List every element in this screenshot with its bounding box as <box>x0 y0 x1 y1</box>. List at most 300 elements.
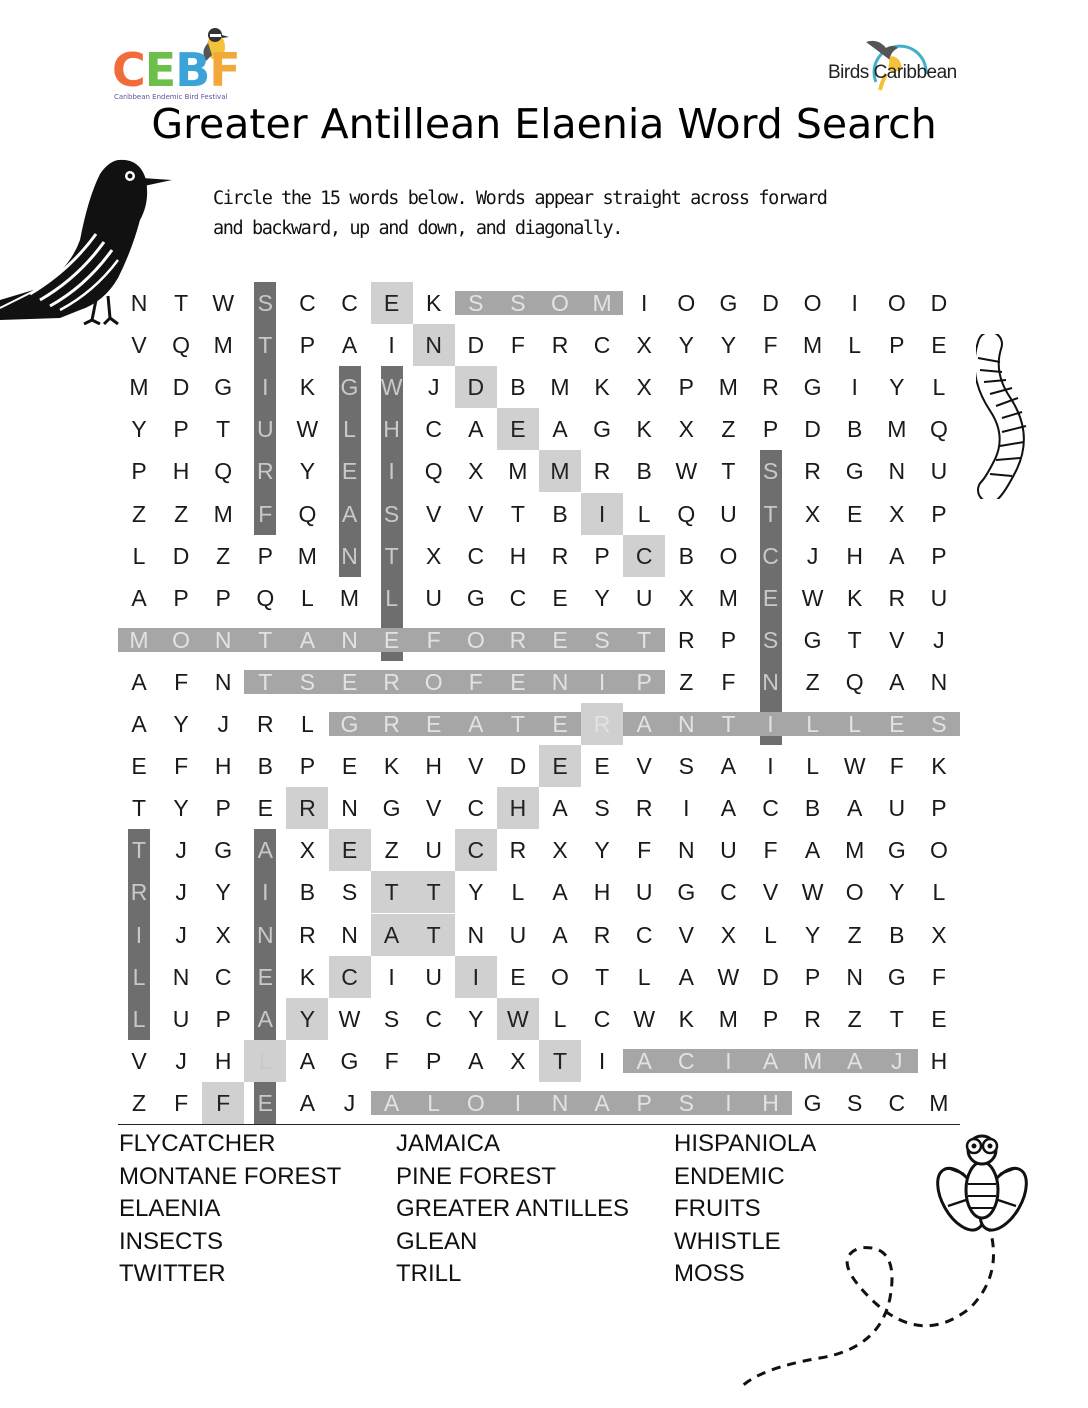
grid-letter[interactable]: A <box>341 500 358 527</box>
grid-letter[interactable]: H <box>593 879 611 906</box>
grid-letter[interactable]: B <box>552 500 568 527</box>
grid-letter[interactable]: T <box>384 879 399 906</box>
grid-letter[interactable]: J <box>427 374 440 401</box>
grid-letter[interactable]: X <box>426 542 442 569</box>
grid-letter[interactable]: S <box>341 879 358 906</box>
grid-letter[interactable]: R <box>804 1005 821 1032</box>
grid-letter[interactable]: Q <box>424 458 443 485</box>
grid-letter[interactable]: Y <box>889 879 905 906</box>
grid-letter[interactable]: R <box>256 711 274 737</box>
grid-letter[interactable]: H <box>762 1089 779 1116</box>
grid-letter[interactable]: F <box>174 1089 189 1116</box>
grid-letter[interactable]: C <box>888 1089 906 1116</box>
grid-letter[interactable]: J <box>343 1089 356 1116</box>
grid-letter[interactable]: J <box>175 921 187 948</box>
grid-letter[interactable]: W <box>633 1005 656 1032</box>
grid-letter[interactable]: X <box>720 921 737 948</box>
grid-letter[interactable]: P <box>257 542 273 569</box>
grid-letter[interactable]: J <box>806 542 819 569</box>
grid-letter[interactable]: K <box>299 963 316 990</box>
grid-letter[interactable]: C <box>341 963 358 990</box>
grid-letter[interactable]: M <box>592 290 612 316</box>
grid-letter[interactable]: W <box>675 458 698 485</box>
grid-letter[interactable]: X <box>889 500 905 527</box>
grid-letter[interactable]: D <box>467 374 485 401</box>
grid-letter[interactable]: A <box>889 668 905 695</box>
grid-letter[interactable]: O <box>929 837 948 864</box>
grid-letter[interactable]: I <box>262 879 269 906</box>
grid-letter[interactable]: V <box>426 795 442 822</box>
grid-letter[interactable]: Y <box>173 711 189 737</box>
grid-letter[interactable]: F <box>889 753 904 780</box>
grid-letter[interactable]: P <box>594 542 610 569</box>
grid-letter[interactable]: H <box>930 1047 948 1074</box>
grid-letter[interactable]: S <box>257 290 273 316</box>
grid-letter[interactable]: T <box>426 879 441 906</box>
grid-letter[interactable]: A <box>299 626 316 653</box>
grid-letter[interactable]: G <box>887 963 906 990</box>
grid-letter[interactable]: K <box>931 753 947 780</box>
grid-letter[interactable]: N <box>172 963 190 990</box>
grid-letter[interactable]: B <box>847 416 863 443</box>
grid-letter[interactable]: R <box>509 837 527 864</box>
grid-letter[interactable]: G <box>803 1089 822 1116</box>
grid-letter[interactable]: P <box>636 1089 652 1116</box>
grid-letter[interactable]: O <box>845 879 864 906</box>
grid-letter[interactable]: X <box>678 584 694 611</box>
grid-letter[interactable]: L <box>764 921 777 948</box>
grid-letter[interactable]: M <box>129 626 149 653</box>
grid-letter[interactable]: R <box>130 879 148 906</box>
grid-letter[interactable]: A <box>552 879 568 906</box>
grid-letter[interactable]: S <box>678 1089 694 1116</box>
grid-letter[interactable]: M <box>213 500 233 527</box>
grid-letter[interactable]: P <box>931 500 947 527</box>
grid-letter[interactable]: V <box>636 753 652 780</box>
grid-letter[interactable]: S <box>594 626 610 653</box>
grid-letter[interactable]: X <box>299 837 316 864</box>
grid-letter[interactable]: U <box>635 879 653 906</box>
grid-letter[interactable]: C <box>677 1047 695 1074</box>
grid-letter[interactable]: N <box>130 290 148 316</box>
grid-letter[interactable]: S <box>299 668 316 695</box>
grid-letter[interactable]: E <box>552 626 568 653</box>
grid-letter[interactable]: R <box>509 626 527 653</box>
grid-letter[interactable]: A <box>594 1089 610 1116</box>
grid-letter[interactable]: S <box>931 711 947 737</box>
grid-letter[interactable]: Y <box>678 332 694 359</box>
grid-letter[interactable]: Y <box>131 416 147 443</box>
grid-letter[interactable]: V <box>426 500 442 527</box>
grid-letter[interactable]: G <box>887 837 906 864</box>
grid-letter[interactable]: P <box>299 753 316 780</box>
grid-letter[interactable]: S <box>762 626 779 653</box>
grid-letter[interactable]: U <box>720 500 737 527</box>
grid-letter[interactable]: E <box>257 963 273 990</box>
grid-letter[interactable]: L <box>300 711 314 737</box>
grid-letter[interactable]: P <box>215 1005 231 1032</box>
grid-letter[interactable]: A <box>552 416 568 443</box>
grid-letter[interactable]: S <box>762 458 779 485</box>
grid-letter[interactable]: X <box>636 332 652 359</box>
grid-letter[interactable]: Y <box>173 795 189 822</box>
grid-letter[interactable]: O <box>551 290 569 316</box>
grid-letter[interactable]: P <box>636 668 652 695</box>
grid-letter[interactable]: S <box>594 795 610 822</box>
grid-letter[interactable]: A <box>847 1047 863 1074</box>
grid-letter[interactable]: O <box>803 290 822 316</box>
grid-letter[interactable]: L <box>132 963 146 990</box>
grid-letter[interactable]: Z <box>847 1005 862 1032</box>
grid-letter[interactable]: I <box>598 668 606 695</box>
grid-letter[interactable]: X <box>215 921 231 948</box>
grid-letter[interactable]: A <box>299 1089 316 1116</box>
grid-letter[interactable]: W <box>717 963 740 990</box>
grid-letter[interactable]: A <box>299 1047 316 1074</box>
grid-letter[interactable]: E <box>552 711 568 737</box>
grid-letter[interactable]: E <box>341 668 358 695</box>
grid-letter[interactable]: I <box>514 1089 522 1116</box>
grid-letter[interactable]: A <box>257 837 273 864</box>
grid-letter[interactable]: E <box>889 711 905 737</box>
grid-letter[interactable]: A <box>131 668 147 695</box>
grid-letter[interactable]: J <box>891 1047 903 1074</box>
grid-letter[interactable]: Y <box>468 879 484 906</box>
grid-letter[interactable]: L <box>258 1047 272 1074</box>
grid-letter[interactable]: A <box>720 753 737 780</box>
grid-letter[interactable]: F <box>931 963 946 990</box>
grid-letter[interactable]: N <box>930 668 948 695</box>
grid-letter[interactable]: F <box>637 837 652 864</box>
grid-letter[interactable]: P <box>931 795 947 822</box>
grid-letter[interactable]: D <box>172 374 190 401</box>
grid-letter[interactable]: I <box>388 332 395 359</box>
grid-letter[interactable]: N <box>762 668 779 695</box>
grid-letter[interactable]: L <box>385 584 398 611</box>
grid-letter[interactable]: L <box>932 374 946 401</box>
grid-letter[interactable]: C <box>214 963 232 990</box>
grid-letter[interactable]: P <box>215 584 231 611</box>
grid-letter[interactable]: O <box>551 963 569 990</box>
grid-letter[interactable]: U <box>635 584 653 611</box>
grid-letter[interactable]: C <box>593 1005 611 1032</box>
grid-letter[interactable]: T <box>131 795 147 822</box>
grid-letter[interactable]: G <box>719 290 738 316</box>
grid-letter[interactable]: X <box>636 374 652 401</box>
grid-letter[interactable]: U <box>425 584 442 611</box>
grid-letter[interactable]: I <box>598 1047 606 1074</box>
grid-letter[interactable]: R <box>299 921 316 948</box>
grid-letter[interactable]: R <box>551 542 569 569</box>
grid-letter[interactable]: Y <box>299 458 316 485</box>
grid-letter[interactable]: M <box>550 374 570 401</box>
grid-letter[interactable]: E <box>762 584 779 611</box>
grid-letter[interactable]: P <box>804 963 821 990</box>
grid-letter[interactable]: G <box>214 374 233 401</box>
grid-letter[interactable]: X <box>552 837 568 864</box>
grid-letter[interactable]: Z <box>131 1089 147 1116</box>
grid-letter[interactable]: I <box>851 290 858 316</box>
grid-letter[interactable]: C <box>593 332 611 359</box>
grid-letter[interactable]: E <box>341 458 358 485</box>
grid-letter[interactable]: M <box>297 542 317 569</box>
grid-letter[interactable]: I <box>767 753 774 780</box>
grid-letter[interactable]: H <box>425 753 442 780</box>
grid-letter[interactable]: L <box>848 711 862 737</box>
grid-letter[interactable]: T <box>174 290 189 316</box>
grid-letter[interactable]: N <box>341 542 358 569</box>
grid-letter[interactable]: E <box>257 795 273 822</box>
grid-letter[interactable]: F <box>763 332 778 359</box>
grid-letter[interactable]: L <box>343 416 356 443</box>
grid-letter[interactable]: S <box>678 753 694 780</box>
grid-letter[interactable]: I <box>640 290 648 316</box>
grid-letter[interactable]: Z <box>174 500 189 527</box>
grid-letter[interactable]: T <box>552 1047 568 1074</box>
grid-letter[interactable]: B <box>257 753 273 780</box>
grid-letter[interactable]: A <box>889 542 905 569</box>
grid-letter[interactable]: E <box>341 753 358 780</box>
grid-letter[interactable]: K <box>594 374 610 401</box>
grid-letter[interactable]: T <box>721 711 736 737</box>
grid-letter[interactable]: U <box>256 416 274 443</box>
grid-letter[interactable]: M <box>339 584 360 611</box>
grid-letter[interactable]: U <box>172 1005 190 1032</box>
grid-letter[interactable]: E <box>383 290 400 316</box>
grid-letter[interactable]: D <box>467 332 485 359</box>
grid-letter[interactable]: R <box>804 458 821 485</box>
grid-letter[interactable]: J <box>175 837 187 864</box>
grid-letter[interactable]: M <box>887 416 907 443</box>
grid-letter[interactable]: V <box>131 1047 147 1074</box>
grid-letter[interactable]: N <box>677 711 695 737</box>
grid-letter[interactable]: G <box>803 374 822 401</box>
grid-letter[interactable]: E <box>552 584 568 611</box>
grid-letter[interactable]: K <box>847 584 863 611</box>
grid-letter[interactable]: N <box>214 626 232 653</box>
grid-letter[interactable]: V <box>131 332 147 359</box>
grid-letter[interactable]: Z <box>847 921 862 948</box>
grid-letter[interactable]: E <box>131 753 147 780</box>
grid-letter[interactable]: T <box>510 711 525 737</box>
grid-letter[interactable]: R <box>299 795 316 822</box>
grid-letter[interactable]: O <box>887 290 906 316</box>
grid-letter[interactable]: V <box>468 753 484 780</box>
grid-letter[interactable]: I <box>725 1047 732 1074</box>
grid-letter[interactable]: T <box>258 626 273 653</box>
grid-letter[interactable]: F <box>763 837 778 864</box>
grid-letter[interactable]: E <box>552 753 568 780</box>
grid-letter[interactable]: G <box>466 584 485 611</box>
grid-letter[interactable]: I <box>851 374 858 401</box>
grid-letter[interactable]: O <box>677 290 696 316</box>
grid-letter[interactable]: W <box>212 290 235 316</box>
grid-letter[interactable]: E <box>510 416 526 443</box>
grid-letter[interactable]: N <box>467 921 485 948</box>
grid-letter[interactable]: A <box>552 921 568 948</box>
grid-letter[interactable]: Z <box>216 542 231 569</box>
grid-letter[interactable]: K <box>383 753 400 780</box>
grid-letter[interactable]: N <box>341 626 358 653</box>
grid-letter[interactable]: A <box>552 795 568 822</box>
grid-letter[interactable]: Y <box>804 921 821 948</box>
grid-letter[interactable]: U <box>720 837 737 864</box>
grid-letter[interactable]: L <box>300 584 314 611</box>
grid-letter[interactable]: Y <box>889 374 905 401</box>
grid-letter[interactable]: R <box>383 711 400 737</box>
grid-letter[interactable]: I <box>725 1089 732 1116</box>
grid-letter[interactable]: P <box>889 332 905 359</box>
grid-letter[interactable]: T <box>637 626 652 653</box>
grid-letter[interactable]: F <box>721 668 736 695</box>
grid-letter[interactable]: A <box>383 921 400 948</box>
grid-letter[interactable]: P <box>678 374 694 401</box>
grid-letter[interactable]: C <box>425 416 442 443</box>
grid-letter[interactable]: B <box>889 921 905 948</box>
grid-letter[interactable]: R <box>593 458 611 485</box>
grid-letter[interactable]: A <box>131 711 147 737</box>
grid-letter[interactable]: J <box>175 879 187 906</box>
grid-letter[interactable]: G <box>593 416 612 443</box>
grid-letter[interactable]: N <box>341 921 358 948</box>
grid-letter[interactable]: L <box>932 879 946 906</box>
grid-letter[interactable]: T <box>721 458 736 485</box>
grid-letter[interactable]: T <box>763 500 778 527</box>
grid-letter[interactable]: Z <box>131 500 147 527</box>
grid-letter[interactable]: G <box>340 711 359 737</box>
grid-letter[interactable]: D <box>509 753 527 780</box>
grid-letter[interactable]: E <box>341 837 358 864</box>
grid-letter[interactable]: N <box>256 921 274 948</box>
grid-letter[interactable]: G <box>382 795 401 822</box>
grid-letter[interactable]: M <box>803 1047 823 1074</box>
grid-letter[interactable]: U <box>930 458 948 485</box>
grid-letter[interactable]: Q <box>214 458 233 485</box>
grid-letter[interactable]: A <box>383 1089 400 1116</box>
grid-letter[interactable]: A <box>468 711 484 737</box>
grid-letter[interactable]: K <box>299 374 316 401</box>
grid-letter[interactable]: G <box>845 458 864 485</box>
grid-letter[interactable]: P <box>215 795 231 822</box>
grid-letter[interactable]: M <box>129 374 149 401</box>
grid-letter[interactable]: N <box>551 1089 569 1116</box>
grid-letter[interactable]: W <box>507 1005 529 1032</box>
grid-letter[interactable]: L <box>132 1005 146 1032</box>
grid-letter[interactable]: P <box>299 332 316 359</box>
grid-letter[interactable]: R <box>256 458 274 485</box>
grid-letter[interactable]: C <box>762 542 779 569</box>
grid-letter[interactable]: E <box>931 1005 947 1032</box>
grid-letter[interactable]: N <box>677 837 695 864</box>
grid-letter[interactable]: I <box>135 921 143 948</box>
grid-letter[interactable]: U <box>425 837 442 864</box>
grid-letter[interactable]: L <box>511 879 525 906</box>
grid-letter[interactable]: C <box>467 795 485 822</box>
grid-letter[interactable]: T <box>595 963 610 990</box>
grid-letter[interactable]: W <box>843 753 866 780</box>
grid-letter[interactable]: H <box>509 542 527 569</box>
grid-letter[interactable]: B <box>299 879 316 906</box>
grid-letter[interactable]: D <box>172 542 190 569</box>
grid-letter[interactable]: T <box>258 332 273 359</box>
grid-letter[interactable]: Q <box>256 584 275 611</box>
grid-letter[interactable]: J <box>933 626 945 653</box>
grid-letter[interactable]: Z <box>679 668 694 695</box>
grid-letter[interactable]: D <box>804 416 821 443</box>
grid-letter[interactable]: X <box>804 500 821 527</box>
grid-letter[interactable]: U <box>930 584 948 611</box>
grid-letter[interactable]: V <box>678 921 694 948</box>
grid-letter[interactable]: O <box>172 626 191 653</box>
grid-letter[interactable]: R <box>677 626 695 653</box>
grid-letter[interactable]: X <box>678 416 694 443</box>
grid-letter[interactable]: P <box>173 416 189 443</box>
grid-letter[interactable]: H <box>214 753 232 780</box>
grid-letter[interactable]: C <box>762 795 779 822</box>
grid-letter[interactable]: M <box>718 1005 738 1032</box>
grid-letter[interactable]: A <box>762 1047 779 1074</box>
grid-letter[interactable]: J <box>217 711 229 737</box>
grid-letter[interactable]: B <box>510 374 526 401</box>
grid-letter[interactable]: D <box>762 290 779 316</box>
grid-letter[interactable]: A <box>468 1047 484 1074</box>
grid-letter[interactable]: I <box>262 374 269 401</box>
grid-letter[interactable]: V <box>762 879 779 906</box>
grid-letter[interactable]: X <box>510 1047 526 1074</box>
grid-letter[interactable]: I <box>598 500 606 527</box>
grid-letter[interactable]: T <box>510 500 525 527</box>
grid-letter[interactable]: C <box>299 290 316 316</box>
grid-letter[interactable]: Y <box>594 837 610 864</box>
grid-letter[interactable]: M <box>929 1089 949 1116</box>
grid-letter[interactable]: B <box>678 542 694 569</box>
grid-letter[interactable]: X <box>931 921 947 948</box>
grid-letter[interactable]: F <box>426 626 441 653</box>
grid-letter[interactable]: I <box>683 795 690 822</box>
grid-letter[interactable]: G <box>803 626 822 653</box>
grid-letter[interactable]: A <box>257 1005 273 1032</box>
grid-letter[interactable]: Q <box>677 500 696 527</box>
grid-letter[interactable]: V <box>468 500 484 527</box>
grid-letter[interactable]: Q <box>298 500 317 527</box>
grid-letter[interactable]: C <box>467 837 485 864</box>
grid-letter[interactable]: F <box>258 500 273 527</box>
grid-letter[interactable]: G <box>677 879 696 906</box>
grid-letter[interactable]: Y <box>594 584 610 611</box>
grid-letter[interactable]: T <box>258 668 273 695</box>
grid-letter[interactable]: G <box>340 374 359 401</box>
grid-letter[interactable]: R <box>635 795 653 822</box>
grid-letter[interactable]: H <box>172 458 190 485</box>
grid-letter[interactable]: R <box>551 332 569 359</box>
grid-letter[interactable]: G <box>340 1047 359 1074</box>
grid-letter[interactable]: H <box>846 542 863 569</box>
grid-letter[interactable]: L <box>637 963 651 990</box>
grid-letter[interactable]: A <box>636 1047 652 1074</box>
grid-letter[interactable]: M <box>718 584 738 611</box>
grid-letter[interactable]: B <box>804 795 821 822</box>
grid-letter[interactable]: A <box>341 332 358 359</box>
grid-letter[interactable]: J <box>175 1047 187 1074</box>
grid-letter[interactable]: A <box>847 795 863 822</box>
grid-letter[interactable]: E <box>510 668 526 695</box>
grid-letter[interactable]: H <box>383 416 400 443</box>
grid-letter[interactable]: G <box>214 837 233 864</box>
grid-letter[interactable]: E <box>847 500 863 527</box>
grid-letter[interactable]: W <box>380 374 403 401</box>
grid-letter[interactable]: L <box>637 500 651 527</box>
grid-letter[interactable]: H <box>509 795 527 822</box>
